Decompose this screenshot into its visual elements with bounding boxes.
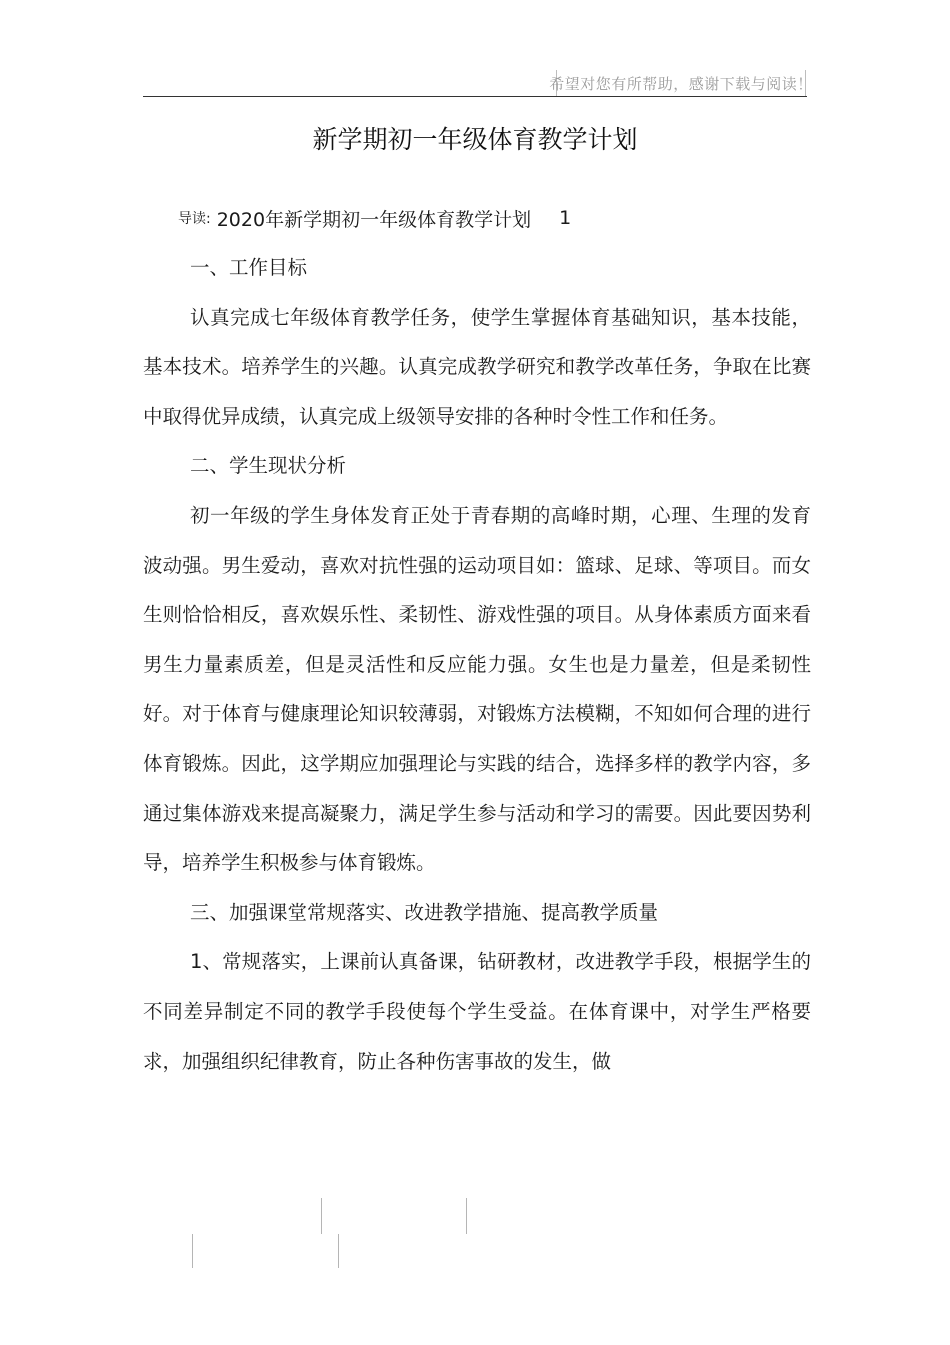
paragraph-analysis: 初一年级的学生身体发育正处于青春期的高峰时期，心理、生理的发育波动强。男生爱动，喜欢对抗性强的运动项目如：篮球、足球、等项目。而女生则恰恰相反，喜欢娱乐性、柔韧性、游戏性强的项目。从身体素质方面来看男生力量素质差，但是灵活性和反应能力强。女生也是力量差，但是柔韧性好。对于体育与健康理论知识较薄弱，对锻炼方法模糊，不知如何合理的进行体育锻炼。因此，这学期应加强理论与实践的结合，选择多样的教学内容，多通过集体游戏来提高凝聚力，满足学生参与活动和学习的需要。因此要因势利导，培养学生积极参与体育锻炼。: [143, 503, 811, 875]
section-heading-classroom: 三、加强课堂常规落实、改进教学措施、提高教学质量: [190, 900, 659, 924]
document-body: [143, 243, 811, 1086]
paragraph-classroom: 1、常规落实，上课前认真备课，钻研教材，改进教学手段，根据学生的不同差异制定不同的教学手段使每个学生受益。在体育课中，对学生严格要求，加强组织纪律教育，防止各种伤害事故的发生，做: [143, 950, 811, 1073]
section-heading-goals: 一、工作目标: [190, 256, 308, 279]
intro-text: 2020年新学期初一年级体育教学计划: [216, 208, 532, 231]
document-title: 新学期初一年级体育教学计划: [312, 125, 638, 154]
intro-prefix: 导读:: [178, 211, 211, 227]
page-break-mark: [466, 1198, 467, 1234]
page-break-mark: [321, 1198, 322, 1234]
paragraph-goals: 认真完成七年级体育教学任务，使学生掌握体育基础知识，基本技能，基本技术。培养学生的兴趣。认真完成教学研究和教学改革任务，争取在比赛中取得优异成绩，认真完成上级领导安排的各种时令性工作和任务。: [143, 305, 811, 428]
page-break-mark: [192, 1234, 193, 1268]
header-divider: [143, 96, 807, 97]
intro-number: 1: [559, 207, 572, 229]
header-note: 希望对您有所帮助，感谢下载与阅读！: [556, 70, 806, 96]
section-heading-analysis: 二、学生现状分析: [190, 454, 347, 478]
page-break-mark: [338, 1234, 339, 1268]
intro-line: [178, 200, 571, 236]
